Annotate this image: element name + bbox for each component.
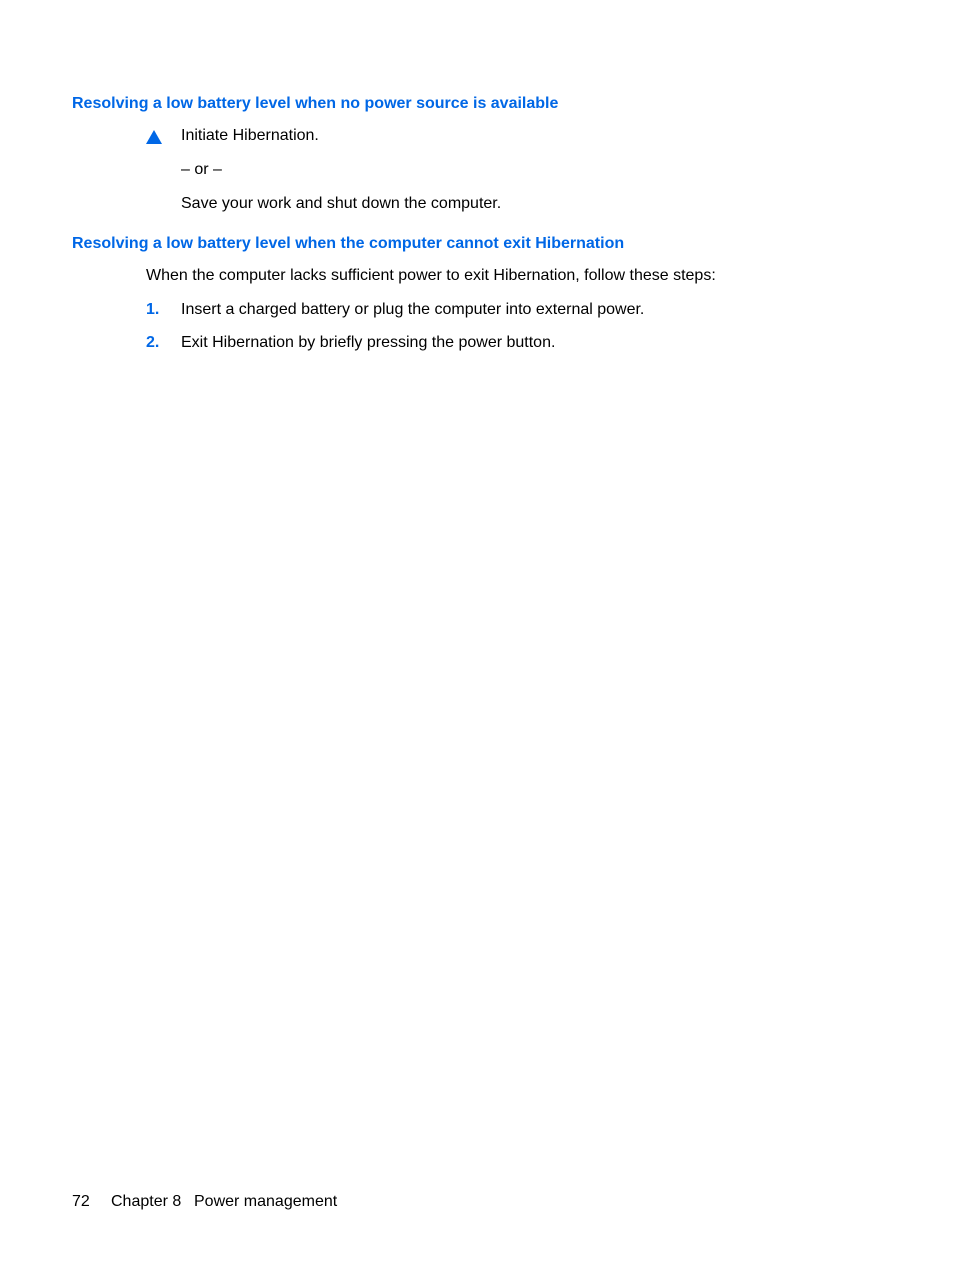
step-text-2: Exit Hibernation by briefly pressing the power button. [181, 334, 556, 351]
section-intro-text: When the computer lacks sufficient power to exit Hibernation, follow these steps: [146, 267, 716, 284]
step-text-1: Insert a charged battery or plug the computer into external power. [181, 301, 645, 318]
triangle-bullet-icon [146, 130, 162, 144]
section-heading-no-power-source: Resolving a low battery level when no power source is available [72, 95, 559, 112]
footer-page-number: 72 [72, 1193, 90, 1210]
section-heading-cannot-exit-hibernation: Resolving a low battery level when the computer cannot exit Hibernation [72, 235, 625, 252]
footer-chapter-title: Power management [194, 1193, 338, 1210]
bullet-text-initiate-hibernation: Initiate Hibernation. [181, 127, 319, 144]
footer-chapter-label: Chapter 8 [111, 1193, 182, 1210]
step-number-2: 2. [146, 334, 160, 351]
alternative-text-shutdown: Save your work and shut down the computer. [181, 195, 502, 212]
step-number-1: 1. [146, 301, 160, 318]
or-separator: – or – [181, 161, 222, 178]
